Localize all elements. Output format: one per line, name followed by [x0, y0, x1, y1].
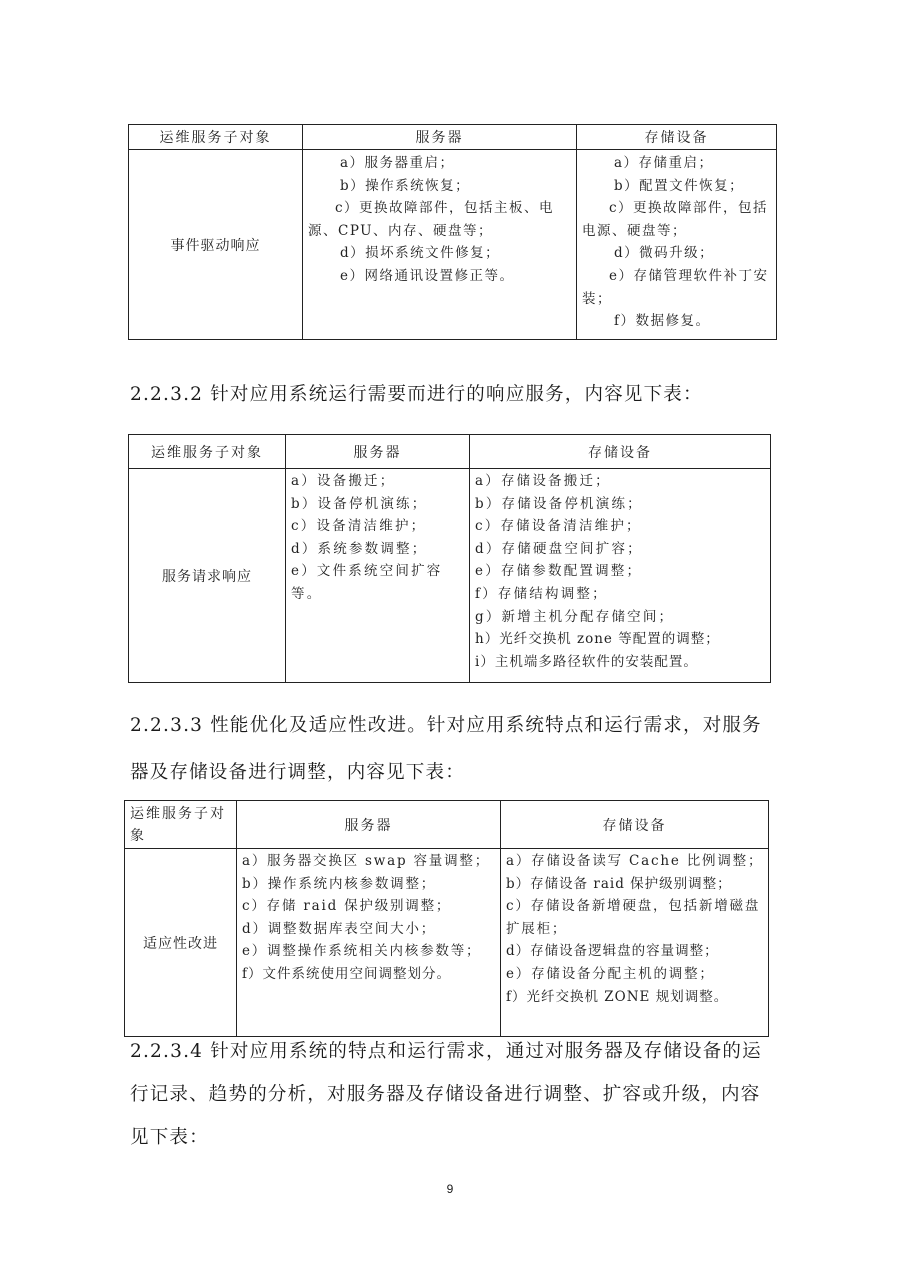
list-item: g）新增主机分配存储空间；	[475, 608, 675, 625]
header-server: 服务器	[286, 435, 470, 469]
list-item: b）操作系统内核参数调整；	[242, 875, 437, 892]
header-storage: 存储设备	[501, 801, 769, 849]
list-item: d）存储设备逻辑盘的容量调整；	[506, 943, 719, 960]
header-server: 服务器	[303, 125, 577, 150]
section-2-2-3-4-text: 2.2.3.4 针对应用系统的特点和运行需求，通过对服务器及存储设备的运行记录、趋势的分析，对服务器及存储设备进行调整、扩容或升级，内容见下表：	[130, 1041, 762, 1148]
section-2-2-3-2-text: 2.2.3.2 针对应用系统运行需要而进行的响应服务，内容见下表：	[130, 384, 703, 405]
list-item: b）操作系统恢复；	[340, 177, 471, 194]
list-item: b）设备停机演练；	[291, 495, 428, 512]
list-item: f）数据修复。	[614, 313, 711, 330]
list-item: d）微码升级；	[614, 245, 715, 262]
storage-items-cell	[501, 849, 769, 1037]
table-header-row	[125, 801, 769, 849]
section-2-2-3-3-text: 2.2.3.3 性能优化及适应性改进。针对应用系统特点和运行需求，对服务器及存储设备进行调整，内容见下表：	[130, 715, 762, 783]
table-row	[125, 849, 769, 1037]
list-item: f）光纤交换机 ZONE 规划调整。	[506, 988, 729, 1005]
category-cell: 服务请求响应	[129, 469, 286, 683]
list-item: b）存储设备停机演练；	[475, 495, 643, 512]
table-service-request	[128, 434, 771, 683]
list-item: c）存储设备新增硬盘，包括新增磁盘扩展柜；	[506, 898, 761, 937]
list-item: a）存储重启；	[614, 155, 714, 171]
list-item: e）存储设备分配主机的调整；	[506, 965, 715, 982]
list-item: d）系统参数调整；	[291, 540, 428, 557]
server-items-cell	[237, 849, 501, 1037]
list-item: c）设备清洁维护；	[291, 518, 427, 535]
list-item: a）服务器交换区 swap 容量调整；	[242, 853, 491, 869]
list-item: a）设备搬迁；	[291, 473, 396, 489]
server-items-cell	[303, 150, 577, 340]
list-item: c）存储设备清洁维护；	[475, 518, 642, 535]
list-item: a）服务器重启；	[340, 155, 455, 171]
list-item: e）存储管理软件补丁安装；	[582, 267, 769, 307]
storage-items-cell	[470, 469, 771, 683]
list-item: i）主机端多路径软件的安装配置。	[475, 653, 698, 670]
storage-items-cell	[577, 150, 777, 340]
list-item: c）存储 raid 保护级别调整；	[242, 898, 452, 915]
list-item: h）光纤交换机 zone 等配置的调整；	[475, 631, 720, 648]
header-sub-object: 运维服务子对象	[129, 125, 303, 150]
table-header-row	[129, 435, 771, 469]
list-item: b）存储设备 raid 保护级别调整；	[506, 875, 732, 892]
header-storage: 存储设备	[577, 125, 777, 150]
list-item: d）损坏系统文件修复；	[340, 245, 501, 262]
list-item: a）存储设备读写 Cache 比例调整；	[506, 853, 764, 869]
list-item: a）存储设备搬迁；	[475, 473, 611, 489]
header-sub-object: 运维服务子对象	[129, 435, 286, 469]
server-items-cell	[286, 469, 470, 683]
table-adaptive-improvement	[124, 800, 769, 1037]
header-storage: 存储设备	[470, 435, 771, 469]
header-sub-object: 运维服务子对象	[125, 801, 237, 849]
list-item: d）存储硬盘空间扩容；	[475, 540, 643, 557]
list-item: e）调整操作系统相关内核参数等；	[242, 943, 482, 960]
list-item: e）存储参数配置调整；	[475, 563, 643, 580]
category-cell: 事件驱动响应	[129, 150, 303, 340]
table-event-response	[128, 124, 777, 340]
list-item: e）文件系统空间扩容等。	[291, 563, 443, 602]
list-item: c）更换故障部件，包括主板、电源、CPU、内存、硬盘等；	[308, 200, 555, 239]
list-item: b）配置文件恢复；	[614, 177, 745, 194]
page-number: 9	[446, 1182, 454, 1196]
list-item: c）更换故障部件，包括电源、硬盘等；	[582, 200, 769, 239]
table-header-row	[129, 125, 777, 150]
table-row	[129, 469, 771, 683]
header-server: 服务器	[237, 801, 501, 849]
list-item: e）网络通讯设置修正等。	[340, 267, 515, 284]
list-item: f）文件系统使用空间调整划分。	[242, 965, 451, 982]
table-row	[129, 150, 777, 340]
list-item: d）调整数据库表空间大小；	[242, 920, 437, 937]
list-item: f）存储结构调整；	[475, 585, 608, 602]
category-cell: 适应性改进	[125, 849, 237, 1037]
